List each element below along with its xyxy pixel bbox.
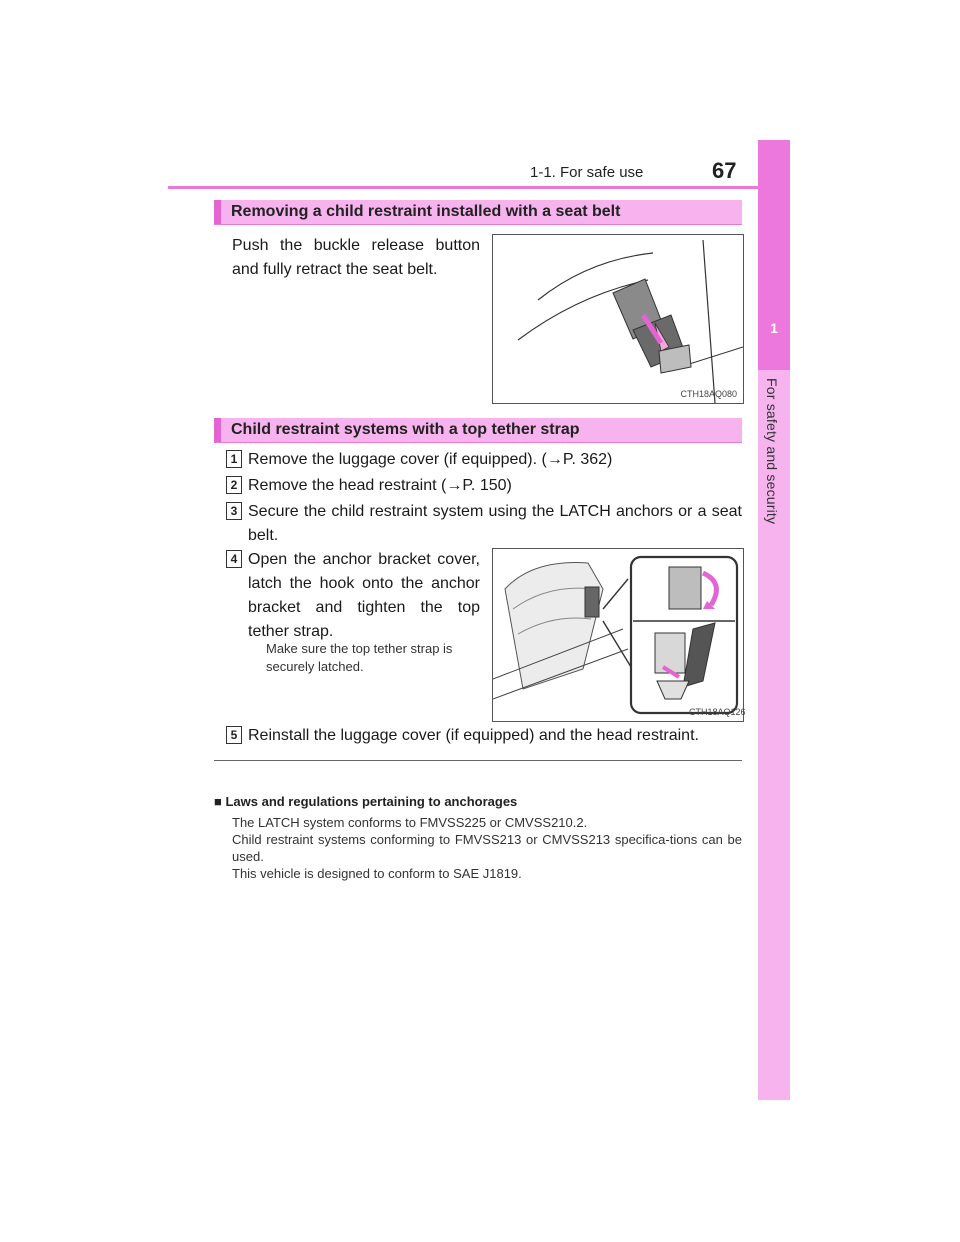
step-text: Reinstall the luggage cover (if equipped) and the head restraint. bbox=[248, 727, 699, 744]
section-rule bbox=[214, 442, 742, 443]
note-line: The LATCH system conforms to FMVSS225 or CMVSS210.2. bbox=[232, 815, 588, 830]
header-rule bbox=[168, 186, 790, 189]
buckle-release-figure bbox=[492, 234, 744, 404]
section-label: 1-1. For safe use bbox=[530, 164, 644, 181]
step-text: Remove the luggage cover (if equipped). (→P. 362) bbox=[248, 451, 613, 468]
anchor-bracket-illustration bbox=[493, 549, 743, 721]
section1-text: Push the buckle release button and fully retract the seat belt. bbox=[232, 237, 480, 278]
note-heading: ■ Laws and regulations pertaining to anchorages bbox=[214, 794, 518, 809]
chapter-number: 1 bbox=[770, 320, 778, 336]
anchor-bracket-figure bbox=[492, 548, 744, 722]
figure-code: CTH18AQ126 bbox=[689, 707, 746, 717]
note-body bbox=[232, 814, 742, 882]
step-text: Open the anchor bracket cover, latch the hook onto the anchor bracket and tighten the top tether strap. bbox=[248, 551, 480, 640]
step-subnote: Make sure the top tether strap is securely latched. bbox=[266, 641, 453, 674]
step-text: Secure the child restraint system using the LATCH anchors or a seat belt. bbox=[248, 503, 742, 544]
buckle-release-illustration bbox=[493, 235, 743, 403]
step-number: 2 bbox=[226, 476, 242, 494]
step-number: 5 bbox=[226, 726, 242, 744]
step-number: 3 bbox=[226, 502, 242, 520]
section-title: Removing a child restraint installed with a seat belt bbox=[231, 203, 621, 220]
section-title: Child restraint systems with a top tether strap bbox=[231, 421, 580, 438]
section-header-top-tether bbox=[214, 418, 742, 442]
section-rule bbox=[214, 224, 742, 225]
divider bbox=[214, 760, 742, 761]
step-number: 1 bbox=[226, 450, 242, 468]
page-number: 67 bbox=[712, 158, 737, 183]
section-header-removing bbox=[214, 200, 742, 224]
step-text: Remove the head restraint (→P. 150) bbox=[248, 477, 512, 494]
figure-code: CTH18AQ080 bbox=[680, 389, 737, 399]
step-number: 4 bbox=[226, 550, 242, 568]
note-line: Child restraint systems conforming to FMVSS213 or CMVSS213 specifica-tions can be used. bbox=[232, 832, 742, 864]
chapter-label: For safety and security bbox=[764, 378, 780, 525]
note-line: This vehicle is designed to conform to SAE J1819. bbox=[232, 866, 522, 881]
